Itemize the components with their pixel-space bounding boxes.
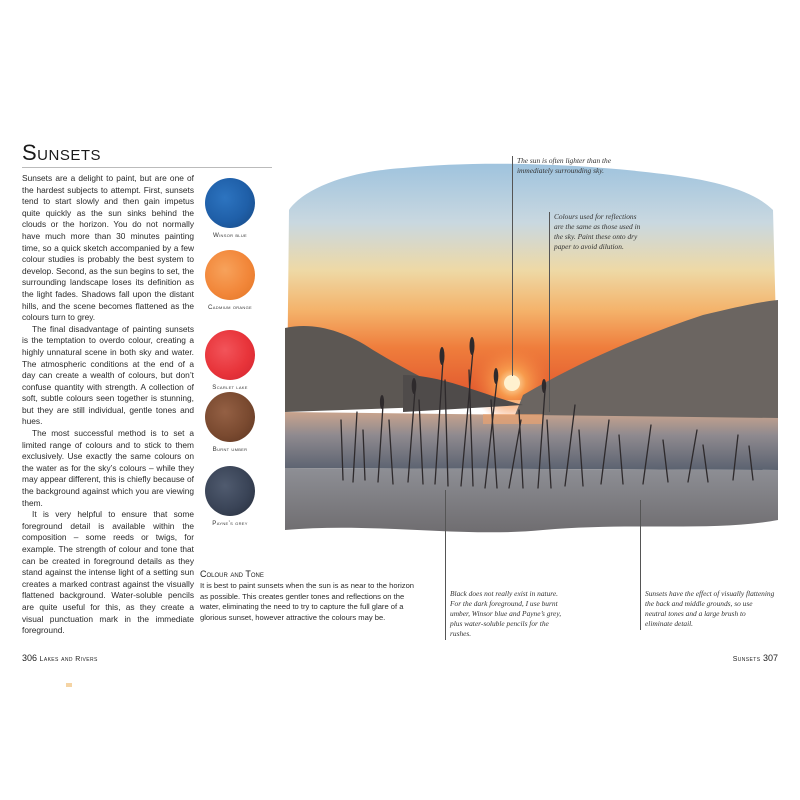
body-text <box>22 173 194 637</box>
footer-right <box>733 653 778 663</box>
swatch-label: Scarlet lake <box>212 384 248 391</box>
page-number-left: 306 <box>22 653 38 663</box>
leader-line <box>549 212 550 412</box>
swatch-scarlet-lake <box>198 330 262 392</box>
page-number-right: 307 <box>762 653 778 663</box>
swatch-paynes-grey <box>198 466 262 528</box>
leader-line <box>640 500 641 630</box>
swatch-burnt-umber <box>198 392 262 454</box>
body-paragraph: The final disadvantage of painting sunsets is the temptation to overdo colour, creating a highly unnatural scene in both sky and water. The atmospheric conditions at the end of a day can create a wealth of colours, but don’t confuse quantity with strength. A collection of soft, subtle colours seen together is stunning, but they are still individual, gentle tones and hues. <box>22 323 194 427</box>
title-rule <box>22 167 272 168</box>
swatch-dot <box>205 178 255 228</box>
swatch-dot <box>205 330 255 380</box>
sun <box>504 375 520 391</box>
swatch-label: Winsor blue <box>213 232 247 239</box>
running-head-right: Sunsets <box>732 656 761 663</box>
paint-mark <box>66 683 72 687</box>
swatch-label: Cadmium orange <box>208 304 252 311</box>
annotation-flattening: Sunsets have the effect of visually flattening the back and middle grounds, so use neutral tones and a large brush to eliminate detail. <box>645 589 775 628</box>
page-title: Sunsets <box>22 140 102 165</box>
swatch-dot <box>205 250 255 300</box>
colour-and-tone-heading: Colour and Tone <box>200 569 264 579</box>
body-paragraph: It is very helpful to ensure that some foreground detail is available within the composition – some reeds or twigs, for example. The strength of colour and tone that can be created in foreground details as they stand against the intense light of a setting sun creates a marked contrast against the visually flattened background. Water-soluble pencils are quite useful for this, as they create a visual punctuation mark in the immediate foreground. <box>22 509 194 636</box>
leader-line <box>512 156 513 376</box>
running-head-left: Lakes and Rivers <box>39 656 98 663</box>
body-paragraph: The most successful method is to set a limited range of colours and to stick to them exclusively. Use exactly the same colours on the water as for the sky’s colours – while they may appear different, this is chiefly because of the background against which you are viewing them. <box>22 428 194 508</box>
leader-line <box>445 490 446 640</box>
annotation-sun: The sun is often lighter than the immediately surrounding sky. <box>517 156 612 175</box>
body-paragraph: Sunsets are a delight to paint, but are one of the hardest subjects to attempt. First, sunsets tend to start slowly and then gain impetus quite quickly as the sun sinks behind the clouds or the horizon. You do not normally have much more than 30 minutes painting time, so a quick sketch accompanied by a few colour studies is probably the best system to develop. Second, as the sun begins to set, the surrounding landscape loses its definition as the light fades. Shadows fall upon the distant hills, and the scene becomes flattened as the colours turn to grey. <box>22 173 194 323</box>
annotation-reflections: Colours used for reflections are the same as those used in the sky. Paint these onto dry paper to avoid dilution. <box>554 212 641 251</box>
swatch-dot <box>205 392 255 442</box>
swatch-dot <box>205 466 255 516</box>
annotation-foreground: Black does not really exist in nature. For the dark foreground, I use burnt umber, Winsor blue and Payne’s grey, plus water-soluble pencils for the rushes. <box>450 589 562 638</box>
swatch-label: Payne’s grey <box>212 520 248 527</box>
footer-left <box>22 653 98 663</box>
swatch-label: Burnt umber <box>212 446 248 453</box>
swatch-cadmium-orange <box>198 250 262 312</box>
foreground-bank <box>285 468 778 532</box>
colour-and-tone-text: It is best to paint sunsets when the sun is as near to the horizon as possible. This creates gentler tones and reflections on the water, eliminating the need to try to capture the full glare of a glorious sunset, however attractive the colours may be. <box>200 581 415 622</box>
swatch-winsor-blue <box>198 178 262 240</box>
sunset-painting <box>283 150 780 570</box>
